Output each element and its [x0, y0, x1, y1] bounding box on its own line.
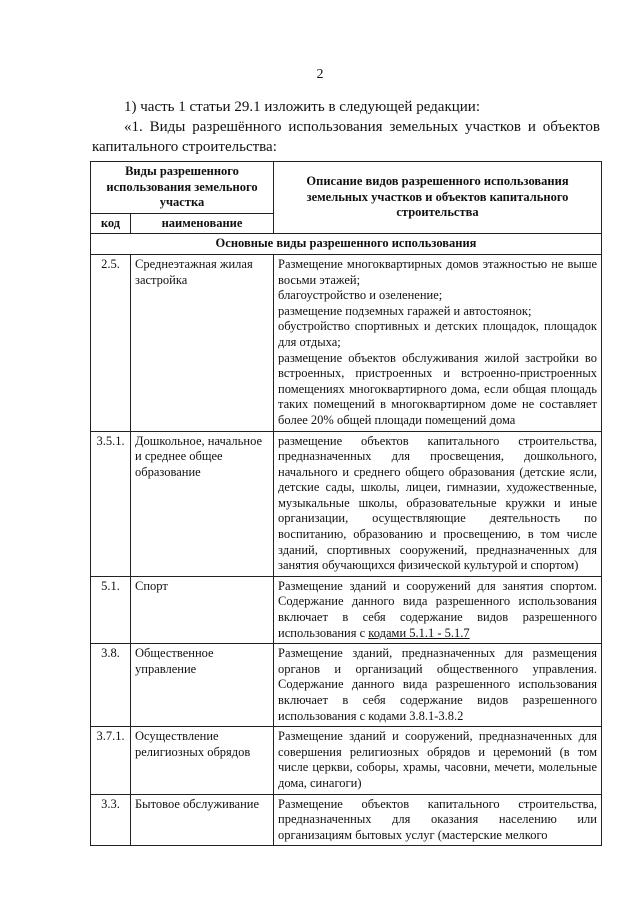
table-row — [91, 431, 602, 576]
row-description — [274, 431, 602, 576]
table-row — [91, 254, 602, 431]
name-header: наименование — [131, 213, 274, 234]
row-description — [274, 727, 602, 794]
code-header: код — [91, 213, 131, 234]
description-line: благоустройство и озеленение; — [278, 288, 443, 303]
table-row — [91, 727, 602, 794]
row-code: 2.5. — [91, 254, 131, 431]
section-row — [91, 234, 602, 255]
description-line: обустройство спортивных и детских площадок, площадок для отдыха; — [278, 319, 597, 349]
row-name: Осуществление религиозных обрядов — [131, 727, 274, 794]
intro-text — [92, 97, 600, 157]
row-description — [274, 794, 602, 846]
table-row — [91, 794, 602, 846]
description-line: размещение объектов капитального строительства, предназначенных для просвещения, дошкольного, начального и среднего общего образования (детские ясли, детские сады, школы, лицеи, гимназии, художественные, музыкальные школы, образовательные кружки и иные организации, осуществляющие деятельность по воспитанию, образованию и просвещению, в том числе зданий, спортивных сооружений, предназначенных для занятия обучающихся физической культурой и спортом) — [278, 433, 597, 573]
description-line: Размещение зданий и сооружений, предназначенных для совершения религиозных обрядов и церемоний (в том числе церкви, соборы, храмы, часовни, мечети, молельные дома, синагоги) — [278, 729, 597, 790]
codes-link[interactable]: кодами 5.1.1 - 5.1.7 — [368, 625, 470, 640]
description-line: размещение подземных гаражей и автостоянок; — [278, 303, 532, 318]
intro-line-1: 1) часть 1 статьи 29.1 изложить в следующей редакции: — [124, 99, 480, 115]
row-name: Дошкольное, начальное и среднее общее образование — [131, 431, 274, 576]
description-line: Размещение объектов капитального строительства, предназначенных для оказания населению или организациям бытовых услуг (мастерские мелкого — [278, 796, 597, 842]
row-name: Спорт — [131, 576, 274, 643]
row-code: 5.1. — [91, 576, 131, 643]
table-row — [91, 644, 602, 727]
table-header-row — [91, 162, 602, 214]
row-code: 3.8. — [91, 644, 131, 727]
description-header: Описание видов разрешенного использования земельных участков и объектов капитального строительства — [274, 162, 602, 234]
description-text: Размещение зданий и сооружений для занятия спортом. Содержание данного вида разрешенного использования включает в себя содержание видов разрешенного использования с — [278, 578, 597, 640]
section-title: Основные виды разрешенного использования — [91, 234, 602, 255]
row-name: Среднеэтажная жилая застройка — [131, 254, 274, 431]
row-code: 3.7.1. — [91, 727, 131, 794]
row-code: 3.3. — [91, 794, 131, 846]
row-description — [274, 644, 602, 727]
description-line: размещение объектов обслуживания жилой застройки во встроенных, пристроенных и встроенно-пристроенных помещениях многоквартирного дома, если общая площадь таких помещений в многоквартирном доме не составляет более 20% общей площади помещений дома — [278, 350, 597, 427]
description-line: Размещение многоквартирных домов этажностью не выше восьми этажей; — [278, 256, 597, 287]
types-header: Виды разрешенного использования земельного участка — [91, 162, 274, 214]
row-description — [274, 576, 602, 643]
intro-line-2: «1. Виды разрешённого использования земельных участков и объектов капитального строительства: — [92, 119, 600, 155]
row-description — [274, 254, 602, 431]
table-row — [91, 576, 602, 643]
row-name: Бытовое обслуживание — [131, 794, 274, 846]
row-name: Общественное управление — [131, 644, 274, 727]
land-use-table — [90, 161, 602, 846]
row-code: 3.5.1. — [91, 431, 131, 576]
description-line: Размещение зданий, предназначенных для размещения органов и организаций общественного управления. Содержание данного вида разрешенного использования включает в себя содержание видов разрешенного использования с кодами 3.8.1-3.8.2 — [278, 646, 597, 723]
page-number: 2 — [316, 67, 324, 82]
